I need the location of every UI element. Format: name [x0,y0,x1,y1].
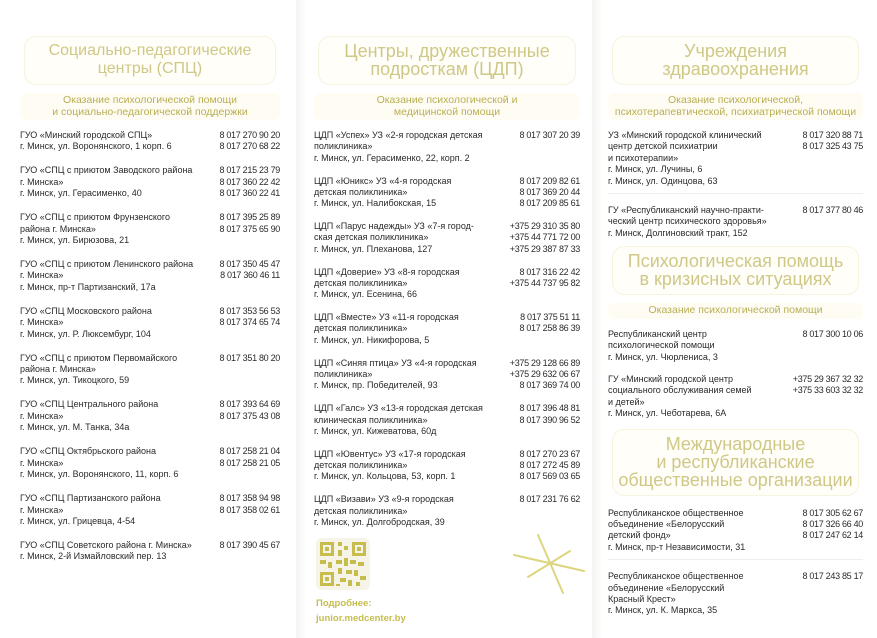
cdp-list [314,130,580,528]
phone-number[interactable]: 8 017 209 82 61 [519,175,580,186]
phone-list [510,358,580,392]
organization-name-line: ГУО «СПЦ Партизанского района [20,493,161,504]
organization-name-line: ческий центр психического здоровья» [608,216,767,227]
organization-info [20,212,219,246]
phone-number[interactable]: 8 017 258 21 04 [219,446,280,457]
list-item [314,312,580,346]
organization-name-line: детская поликлиника» [314,460,408,471]
phone-list [219,165,280,199]
phone-number[interactable]: 8 017 231 76 62 [519,494,580,505]
organization-name-line: ЦДП «Парус надежды» УЗ «7-я город- [314,221,474,232]
section-subtitle-crisis [608,303,863,319]
organization-name-line: и психотерапии» [608,152,679,163]
address: г. Минск, ул. К. Маркса, 35 [608,605,718,616]
phone-number[interactable]: 8 017 369 74 00 [519,380,580,391]
organization-name-line: детская поликлиника» [314,505,408,516]
list-item [20,446,280,480]
phone-number[interactable]: 8 017 390 96 52 [519,414,580,425]
phone-number[interactable]: 8 017 358 94 98 [219,493,280,504]
organization-name-line: ГУО «СПЦ с приютом Заводского района [20,165,193,176]
phone-list [519,312,580,346]
list-item [314,494,580,528]
phone-list [802,508,863,554]
title-line: в кризисных ситуациях [639,269,832,290]
address: г. Минск, ул. Кольцова, 53, корп. 1 [314,471,456,482]
organization-info [608,508,802,554]
organization-name-line: Республиканский центр [608,328,707,339]
organization-name-line: ЦДП «Галс» УЗ «13-я городская детская [314,403,483,414]
phone-number[interactable]: 8 017 360 22 42 [219,176,280,187]
list-item [20,306,280,340]
address: г. Минск, ул. Чюрлениса, 3 [608,351,718,362]
phone-list [219,540,280,563]
address: г. Минск, пр. Победителей, 93 [314,380,438,391]
phone-list [510,267,580,301]
organization-name-line: детская поликлиника» [314,186,408,197]
organization-name-line: ГУ «Республиканский научно-практи- [608,205,764,216]
address: г. Минск, ул. Бирюзова, 21 [20,235,130,246]
title-line: и республиканские [656,451,815,472]
organization-name-line: ГУО «Минский городской СПЦ» [20,130,153,140]
title-line: Центры, дружественные [344,41,550,61]
phone-number[interactable]: 8 017 395 25 89 [219,212,280,223]
organization-name-line: Республиканское общественное [608,571,744,582]
subtitle-line: Оказание психологической помощи [62,94,238,106]
address: г. Минск, ул. Чеботарева, 6А [608,408,727,419]
organization-name-line: психологической помощи [608,340,715,351]
organization-name-line: клиническая поликлиника» [314,414,428,425]
subtitle-line: психотерапевтической, психиатрической помощи [614,105,857,118]
spc-list [20,130,280,563]
list-item [20,353,280,387]
organization-name-line: центр детской психиатрии [608,141,718,152]
address: г. Минск, ул. Воронянского, 11, корп. 6 [20,469,179,480]
phone-number[interactable]: 8 017 215 23 79 [219,165,280,176]
organization-info [314,494,519,528]
organization-name-line: ЦДП «Синяя птица» УЗ «4-я городская [314,357,477,368]
sparkle-star-icon [508,533,588,603]
section-subtitle-spc [20,93,280,120]
phone-number[interactable]: 8 017 209 85 61 [519,198,580,209]
section-health [608,36,863,239]
organization-name-line: социального обслуживания семей [608,385,752,396]
list-item [608,329,863,363]
address: г. Минск, ул. Плеханова, 127 [314,243,433,254]
phone-list [519,130,580,164]
subtitle-line: Оказание психологической и [376,94,518,106]
phone-number[interactable]: 8 017 325 43 75 [802,141,863,152]
organization-info [314,403,519,437]
organization-info [314,221,510,255]
orgs-list [608,508,863,617]
organization-info [608,130,802,187]
section-subtitle-cdp [314,93,580,120]
phone-list [802,205,863,239]
organization-name-line: детская поликлиника» [314,277,408,288]
column-cdp [296,0,592,638]
phone-list [219,353,280,387]
organization-name-line: ЦДП «Доверие» УЗ «8-я городская [314,266,460,277]
organization-info [608,374,793,420]
organization-info [20,399,219,433]
address: г. Минск, ул. Грицевца, 4-54 [20,515,136,526]
list-item [314,176,580,210]
phone-list [802,571,863,617]
address: г. Минск, ул. М. Танка, 34а [20,422,130,433]
organization-info [608,205,802,239]
phone-list [219,446,280,480]
organization-name-line: объединение «Белорусский [608,519,725,529]
phone-number[interactable]: 8 017 375 43 08 [219,410,280,421]
more-label: Подробнее: [316,598,372,609]
phone-number[interactable]: 8 017 258 21 05 [219,457,280,468]
phone-list [519,176,580,210]
section-title-crisis [612,246,859,295]
phone-list [219,306,280,340]
phone-list [219,259,280,293]
organization-name-line: ЦДП «Вместе» УЗ «11-я городская [314,312,459,323]
column-spc [0,0,296,638]
organization-name-line: г. Минска» [20,457,64,468]
phone-number[interactable]: 8 017 270 68 22 [219,141,280,152]
subtitle-line: и социально-педагогической поддержки [52,105,248,118]
phone-number[interactable]: +375 33 603 32 32 [792,385,863,396]
section-crisis [608,246,863,419]
phone-number[interactable]: 8 017 375 51 11 [520,312,580,323]
website-link[interactable]: junior.medcenter.by [316,612,406,624]
title-line: Учреждения [684,41,787,61]
organization-name-line: г. Минск, ул. Лучины, 6 [608,164,703,175]
phone-number[interactable]: 8 017 350 45 47 [219,259,280,270]
phone-number[interactable]: +375 29 367 32 32 [792,373,863,384]
organization-name-line: г. Минска» [20,317,64,328]
organization-name-line: ГУО «СПЦ Московского района [20,305,152,316]
address: г. Минск, ул. Налибокская, 15 [314,198,437,209]
phone-number[interactable]: 8 017 305 62 67 [802,507,863,518]
phone-number[interactable]: 8 017 270 90 20 [219,130,280,140]
organization-name-line: и детей» [608,396,645,407]
title-line: Социально-педагогические [48,42,252,59]
organization-name-line: УЗ «Минский городской клинический [608,130,762,140]
organization-name-line: района г. Минска» [20,364,96,375]
organization-name-line: поликлиника» [314,141,373,152]
phone-number[interactable]: 8 017 396 48 81 [519,403,580,414]
address: г. Минск, ул. Р. Люксембург, 104 [20,328,151,339]
phone-list [219,212,280,246]
section-title-orgs [612,429,859,496]
phone-number[interactable]: 8 017 353 56 53 [219,305,280,316]
phone-number[interactable]: 8 017 351 80 20 [219,352,280,363]
phone-number[interactable]: 8 017 390 45 67 [219,539,280,550]
list-item [314,449,580,483]
title-line: здравоохранения [662,59,809,79]
phone-number[interactable]: 8 017 307 20 39 [519,130,580,140]
phone-number[interactable]: +375 29 128 66 89 [509,357,580,368]
phone-number[interactable]: 8 017 326 66 40 [802,519,863,529]
organization-name-line: ГУО «СПЦ Октябрьского района [20,446,156,457]
list-item [20,540,280,563]
organization-info [314,130,519,164]
organization-info [20,353,219,387]
list-item [608,508,863,561]
address: г. Минск, ул. Герасименко, 22, корп. 2 [314,152,470,163]
title-line: общественные организации [618,469,853,490]
phone-number[interactable]: +375 29 310 35 80 [509,221,580,232]
phone-number[interactable]: 8 017 243 85 17 [802,571,863,582]
title-line: центры (СПЦ) [97,60,203,77]
list-item [20,493,280,527]
phone-list [219,130,280,153]
list-item [314,221,580,255]
phone-list [519,403,580,437]
address: г. Минск, Долгиновский тракт, 152 [608,227,748,238]
qr-code-icon[interactable] [316,538,370,590]
organization-info [314,267,510,301]
address: г. Минск, ул. Никифорова, 5 [314,334,430,345]
organization-info [20,446,219,480]
phone-number[interactable]: 8 017 270 23 67 [519,448,580,459]
organization-name-line: детская поликлиника» [314,323,408,334]
organization-info [608,571,802,617]
phone-number[interactable]: 8 017 272 45 89 [519,460,580,471]
phone-number[interactable]: 8 017 369 20 44 [519,186,580,197]
address: г. Минск, пр-т Независимости, 31 [608,541,746,552]
subtitle-line: Оказание психологической помощи [648,304,823,317]
phone-list [519,494,580,528]
phone-number[interactable]: 8 017 377 80 46 [802,205,863,216]
organization-name-line: ЦДП «Ювентус» УЗ «17-я городская [314,448,466,459]
phone-number[interactable]: 8 017 360 46 11 [220,270,280,281]
organization-info [20,130,219,153]
section-title-spc [24,36,276,85]
organization-name-line: детский фонд» [608,530,671,541]
section-title-health [612,36,859,85]
organization-info [20,540,219,563]
organization-name-line: ГУ «Минский городской центр [608,373,733,384]
organization-name-line: ЦДП «Успех» УЗ «2-я городская детская [314,130,483,140]
phone-list [219,399,280,433]
phone-number[interactable]: +375 44 771 72 00 [509,232,580,243]
list-item [20,130,280,153]
list-item [608,571,863,617]
list-item [20,399,280,433]
organization-name-line: ГУО «СПЦ с приютом Ленинского района [20,259,194,270]
phone-number[interactable]: +375 29 387 87 33 [509,243,580,254]
phone-number[interactable]: 8 017 393 64 69 [219,399,280,410]
organization-name-line: объединение «Белорусский [608,582,725,593]
list-item [608,205,863,239]
section-title-cdp [318,36,576,85]
address: г. Минск, пр-т Партизанский, 17а [20,281,156,292]
organization-name-line: г. Минска» [20,410,64,421]
phone-number[interactable]: 8 017 569 03 65 [519,471,580,482]
organization-info [20,259,219,293]
phone-number[interactable]: 8 017 358 02 61 [219,504,280,515]
phone-list [519,449,580,483]
column-health [592,0,877,638]
organization-name-line: поликлиника» [314,368,373,379]
section-orgs [608,429,863,617]
organization-name-line: ГУО «СПЦ Центрального района [20,399,159,410]
organization-info [20,165,219,199]
subtitle-line: Оказание психологической, [667,94,803,106]
organization-name-line: ГУО «СПЦ Советского района г. Минска» [20,539,192,550]
address: г. Минск, ул. Долгобродская, 39 [314,516,445,527]
phone-list [802,130,863,187]
organization-name-line: ГУО «СПЦ с приютом Фрунзенского [20,212,170,223]
list-item [314,403,580,437]
list-item [314,130,580,164]
address: г. Минск, ул. Воронянского, 1 корп. 6 [20,141,172,152]
qr-block [316,538,406,624]
phone-list [219,493,280,527]
subtitle-line: медицинской помощи [393,105,501,118]
address: г. Минск, ул. Есенина, 66 [314,289,418,300]
list-item [314,267,580,301]
organization-info [314,312,519,346]
crisis-list [608,329,863,420]
section-subtitle-health [608,93,863,120]
health-list [608,130,863,239]
address: г. Минск, ул. Кижеватова, 60д [314,425,437,436]
phone-number[interactable]: 8 017 360 22 41 [219,188,280,199]
organization-info [314,176,519,210]
organization-name-line: г. Минска» [20,176,64,187]
phone-number[interactable]: 8 017 258 86 39 [519,323,580,334]
list-item [20,165,280,199]
organization-info [314,449,519,483]
organization-name-line: ЦДП «Юникс» УЗ «4-я городская [314,175,452,186]
list-item [608,374,863,420]
list-item [20,259,280,293]
title-line: Психологическая помощь [627,251,844,272]
title-line: подросткам (ЦДП) [370,59,524,79]
phone-number[interactable]: 8 017 375 65 90 [219,223,280,234]
title-line: Международные [665,433,806,454]
phone-number[interactable]: 8 017 247 62 14 [802,530,863,541]
organization-name-line: ская детская поликлиника» [314,232,429,243]
address: г. Минск, ул. Тикоцкого, 59 [20,375,130,386]
phone-number[interactable]: +375 29 632 06 67 [509,368,580,379]
organization-info [314,358,510,392]
organization-info [20,493,219,527]
organization-name-line: г. Минска» [20,270,64,281]
organization-name-line: района г. Минска» [20,223,96,234]
phone-number[interactable]: 8 017 300 10 06 [802,328,863,339]
organization-info [608,329,802,363]
list-item [314,358,580,392]
phone-list [510,221,580,255]
phone-number[interactable]: 8 017 374 65 74 [219,317,280,328]
address: г. Минск, ул. Одинцова, 63 [608,175,718,186]
organization-name-line: Красный Крест» [608,594,676,605]
organization-info [20,306,219,340]
organization-name-line: Республиканское общественное [608,507,744,518]
address: г. Минск, 2-й Измайловский пер. 13 [20,551,167,562]
phone-list [793,374,863,420]
organization-name-line: ЦДП «Визави» УЗ «9-я городская [314,494,454,505]
organization-name-line: ГУО «СПЦ с приютом Первомайского [20,352,178,363]
list-item [20,212,280,246]
list-item [608,130,863,194]
organization-name-line: г. Минска» [20,504,64,515]
phone-number[interactable]: 8 017 320 88 71 [802,130,863,140]
phone-number[interactable]: 8 017 316 22 42 [519,266,580,277]
phone-number[interactable]: +375 44 737 95 82 [509,277,580,288]
phone-list [802,329,863,363]
address: г. Минск, ул. Герасименко, 40 [20,188,142,199]
